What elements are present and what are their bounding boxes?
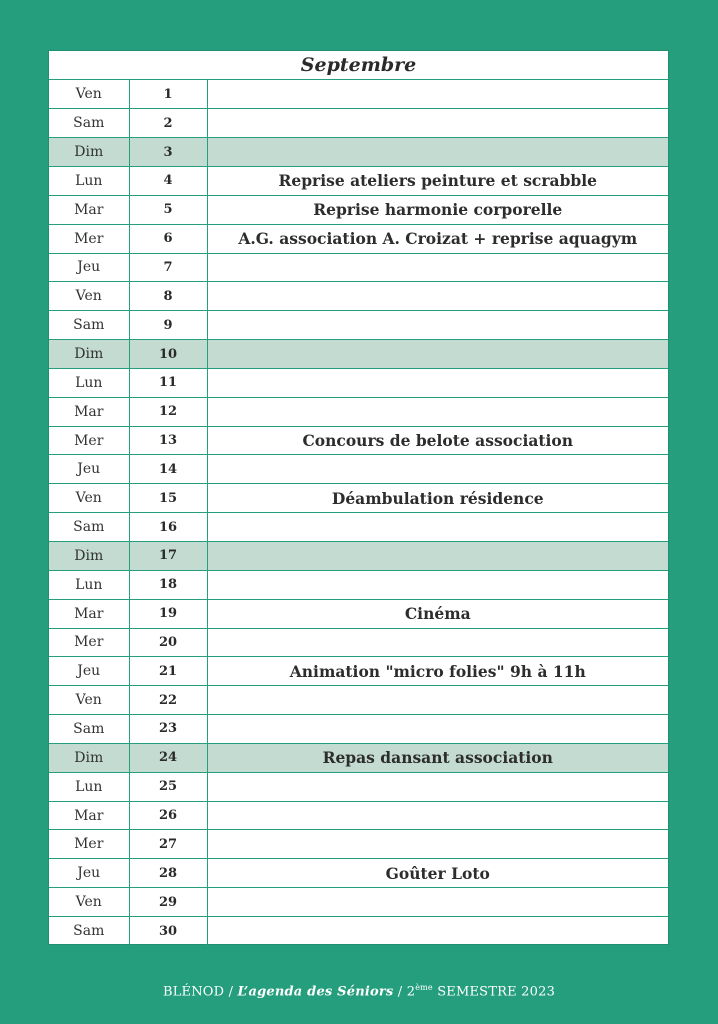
event-cell bbox=[207, 570, 668, 599]
date-cell: 30 bbox=[129, 916, 207, 945]
date-cell: 17 bbox=[129, 542, 207, 571]
calendar-row bbox=[49, 397, 668, 426]
day-cell: Dim bbox=[49, 743, 129, 772]
day-cell: Jeu bbox=[49, 455, 129, 484]
date-cell: 15 bbox=[129, 484, 207, 513]
calendar-row bbox=[49, 830, 668, 859]
event-cell: Animation "micro folies" 9h à 11h bbox=[207, 657, 668, 686]
date-cell: 1 bbox=[129, 80, 207, 109]
calendar-row bbox=[49, 599, 668, 628]
calendar-row bbox=[49, 916, 668, 945]
event-cell bbox=[207, 368, 668, 397]
calendar-row bbox=[49, 657, 668, 686]
date-cell: 4 bbox=[129, 167, 207, 196]
day-cell: Mer bbox=[49, 426, 129, 455]
date-cell: 20 bbox=[129, 628, 207, 657]
event-cell bbox=[207, 311, 668, 340]
day-cell: Jeu bbox=[49, 859, 129, 888]
event-cell bbox=[207, 282, 668, 311]
event-cell bbox=[207, 455, 668, 484]
calendar-row bbox=[49, 282, 668, 311]
calendar-row bbox=[49, 138, 668, 167]
event-cell bbox=[207, 801, 668, 830]
calendar-row bbox=[49, 570, 668, 599]
day-cell: Sam bbox=[49, 715, 129, 744]
day-cell: Lun bbox=[49, 167, 129, 196]
calendar-row bbox=[49, 628, 668, 657]
event-cell bbox=[207, 109, 668, 138]
date-cell: 11 bbox=[129, 368, 207, 397]
calendar-row bbox=[49, 801, 668, 830]
event-cell bbox=[207, 888, 668, 917]
date-cell: 23 bbox=[129, 715, 207, 744]
page-footer bbox=[0, 983, 718, 999]
calendar-row bbox=[49, 484, 668, 513]
event-cell bbox=[207, 542, 668, 571]
day-cell: Dim bbox=[49, 542, 129, 571]
footer-semester: SEMESTRE 2023 bbox=[437, 984, 556, 1000]
day-cell: Mar bbox=[49, 599, 129, 628]
calendar-rows bbox=[49, 80, 668, 945]
event-cell bbox=[207, 80, 668, 109]
day-cell: Jeu bbox=[49, 253, 129, 282]
calendar-row bbox=[49, 224, 668, 253]
calendar-row bbox=[49, 253, 668, 282]
day-cell: Ven bbox=[49, 686, 129, 715]
day-cell: Sam bbox=[49, 513, 129, 542]
date-cell: 14 bbox=[129, 455, 207, 484]
date-cell: 3 bbox=[129, 138, 207, 167]
calendar-row bbox=[49, 686, 668, 715]
date-cell: 16 bbox=[129, 513, 207, 542]
day-cell: Mer bbox=[49, 224, 129, 253]
date-cell: 21 bbox=[129, 657, 207, 686]
footer-superscript: ème bbox=[415, 983, 433, 992]
calendar-row bbox=[49, 715, 668, 744]
calendar-row bbox=[49, 513, 668, 542]
calendar-sheet bbox=[48, 50, 669, 945]
event-cell: Déambulation résidence bbox=[207, 484, 668, 513]
calendar-row bbox=[49, 368, 668, 397]
event-cell: Reprise harmonie corporelle bbox=[207, 195, 668, 224]
event-cell bbox=[207, 772, 668, 801]
day-cell: Dim bbox=[49, 340, 129, 369]
calendar-row bbox=[49, 167, 668, 196]
calendar-row bbox=[49, 311, 668, 340]
event-cell: Concours de belote association bbox=[207, 426, 668, 455]
day-cell: Lun bbox=[49, 368, 129, 397]
date-cell: 5 bbox=[129, 195, 207, 224]
date-cell: 27 bbox=[129, 830, 207, 859]
date-cell: 10 bbox=[129, 340, 207, 369]
event-cell bbox=[207, 715, 668, 744]
event-cell: Repas dansant association bbox=[207, 743, 668, 772]
calendar-row bbox=[49, 340, 668, 369]
date-cell: 6 bbox=[129, 224, 207, 253]
calendar-row bbox=[49, 743, 668, 772]
day-cell: Sam bbox=[49, 916, 129, 945]
calendar-row bbox=[49, 109, 668, 138]
event-cell: Cinéma bbox=[207, 599, 668, 628]
calendar-row bbox=[49, 542, 668, 571]
event-cell bbox=[207, 686, 668, 715]
day-cell: Mar bbox=[49, 801, 129, 830]
calendar-row bbox=[49, 772, 668, 801]
calendar-table bbox=[49, 80, 668, 945]
date-cell: 29 bbox=[129, 888, 207, 917]
date-cell: 7 bbox=[129, 253, 207, 282]
date-cell: 19 bbox=[129, 599, 207, 628]
calendar-row bbox=[49, 195, 668, 224]
date-cell: 25 bbox=[129, 772, 207, 801]
event-cell: A.G. association A. Croizat + reprise aquagym bbox=[207, 224, 668, 253]
event-cell bbox=[207, 628, 668, 657]
day-cell: Lun bbox=[49, 772, 129, 801]
event-cell bbox=[207, 830, 668, 859]
calendar-row bbox=[49, 455, 668, 484]
date-cell: 13 bbox=[129, 426, 207, 455]
day-cell: Mer bbox=[49, 830, 129, 859]
event-cell bbox=[207, 397, 668, 426]
day-cell: Mar bbox=[49, 195, 129, 224]
day-cell: Mer bbox=[49, 628, 129, 657]
date-cell: 26 bbox=[129, 801, 207, 830]
event-cell bbox=[207, 513, 668, 542]
footer-town: BLÉNOD / bbox=[162, 984, 234, 1000]
day-cell: Lun bbox=[49, 570, 129, 599]
event-cell: Goûter Loto bbox=[207, 859, 668, 888]
date-cell: 9 bbox=[129, 311, 207, 340]
calendar-row bbox=[49, 859, 668, 888]
day-cell: Jeu bbox=[49, 657, 129, 686]
footer-separator: / 2 bbox=[397, 984, 416, 1000]
day-cell: Ven bbox=[49, 80, 129, 109]
date-cell: 8 bbox=[129, 282, 207, 311]
event-cell bbox=[207, 916, 668, 945]
footer-publication: L’agenda des Séniors bbox=[237, 984, 394, 1000]
day-cell: Mar bbox=[49, 397, 129, 426]
calendar-row bbox=[49, 80, 668, 109]
date-cell: 2 bbox=[129, 109, 207, 138]
calendar-row bbox=[49, 888, 668, 917]
event-cell bbox=[207, 340, 668, 369]
day-cell: Sam bbox=[49, 311, 129, 340]
date-cell: 28 bbox=[129, 859, 207, 888]
day-cell: Dim bbox=[49, 138, 129, 167]
date-cell: 18 bbox=[129, 570, 207, 599]
event-cell bbox=[207, 138, 668, 167]
date-cell: 22 bbox=[129, 686, 207, 715]
event-cell: Reprise ateliers peinture et scrabble bbox=[207, 167, 668, 196]
date-cell: 12 bbox=[129, 397, 207, 426]
day-cell: Ven bbox=[49, 484, 129, 513]
day-cell: Ven bbox=[49, 888, 129, 917]
day-cell: Sam bbox=[49, 109, 129, 138]
calendar-row bbox=[49, 426, 668, 455]
date-cell: 24 bbox=[129, 743, 207, 772]
event-cell bbox=[207, 253, 668, 282]
month-title: Septembre bbox=[49, 51, 668, 80]
day-cell: Ven bbox=[49, 282, 129, 311]
